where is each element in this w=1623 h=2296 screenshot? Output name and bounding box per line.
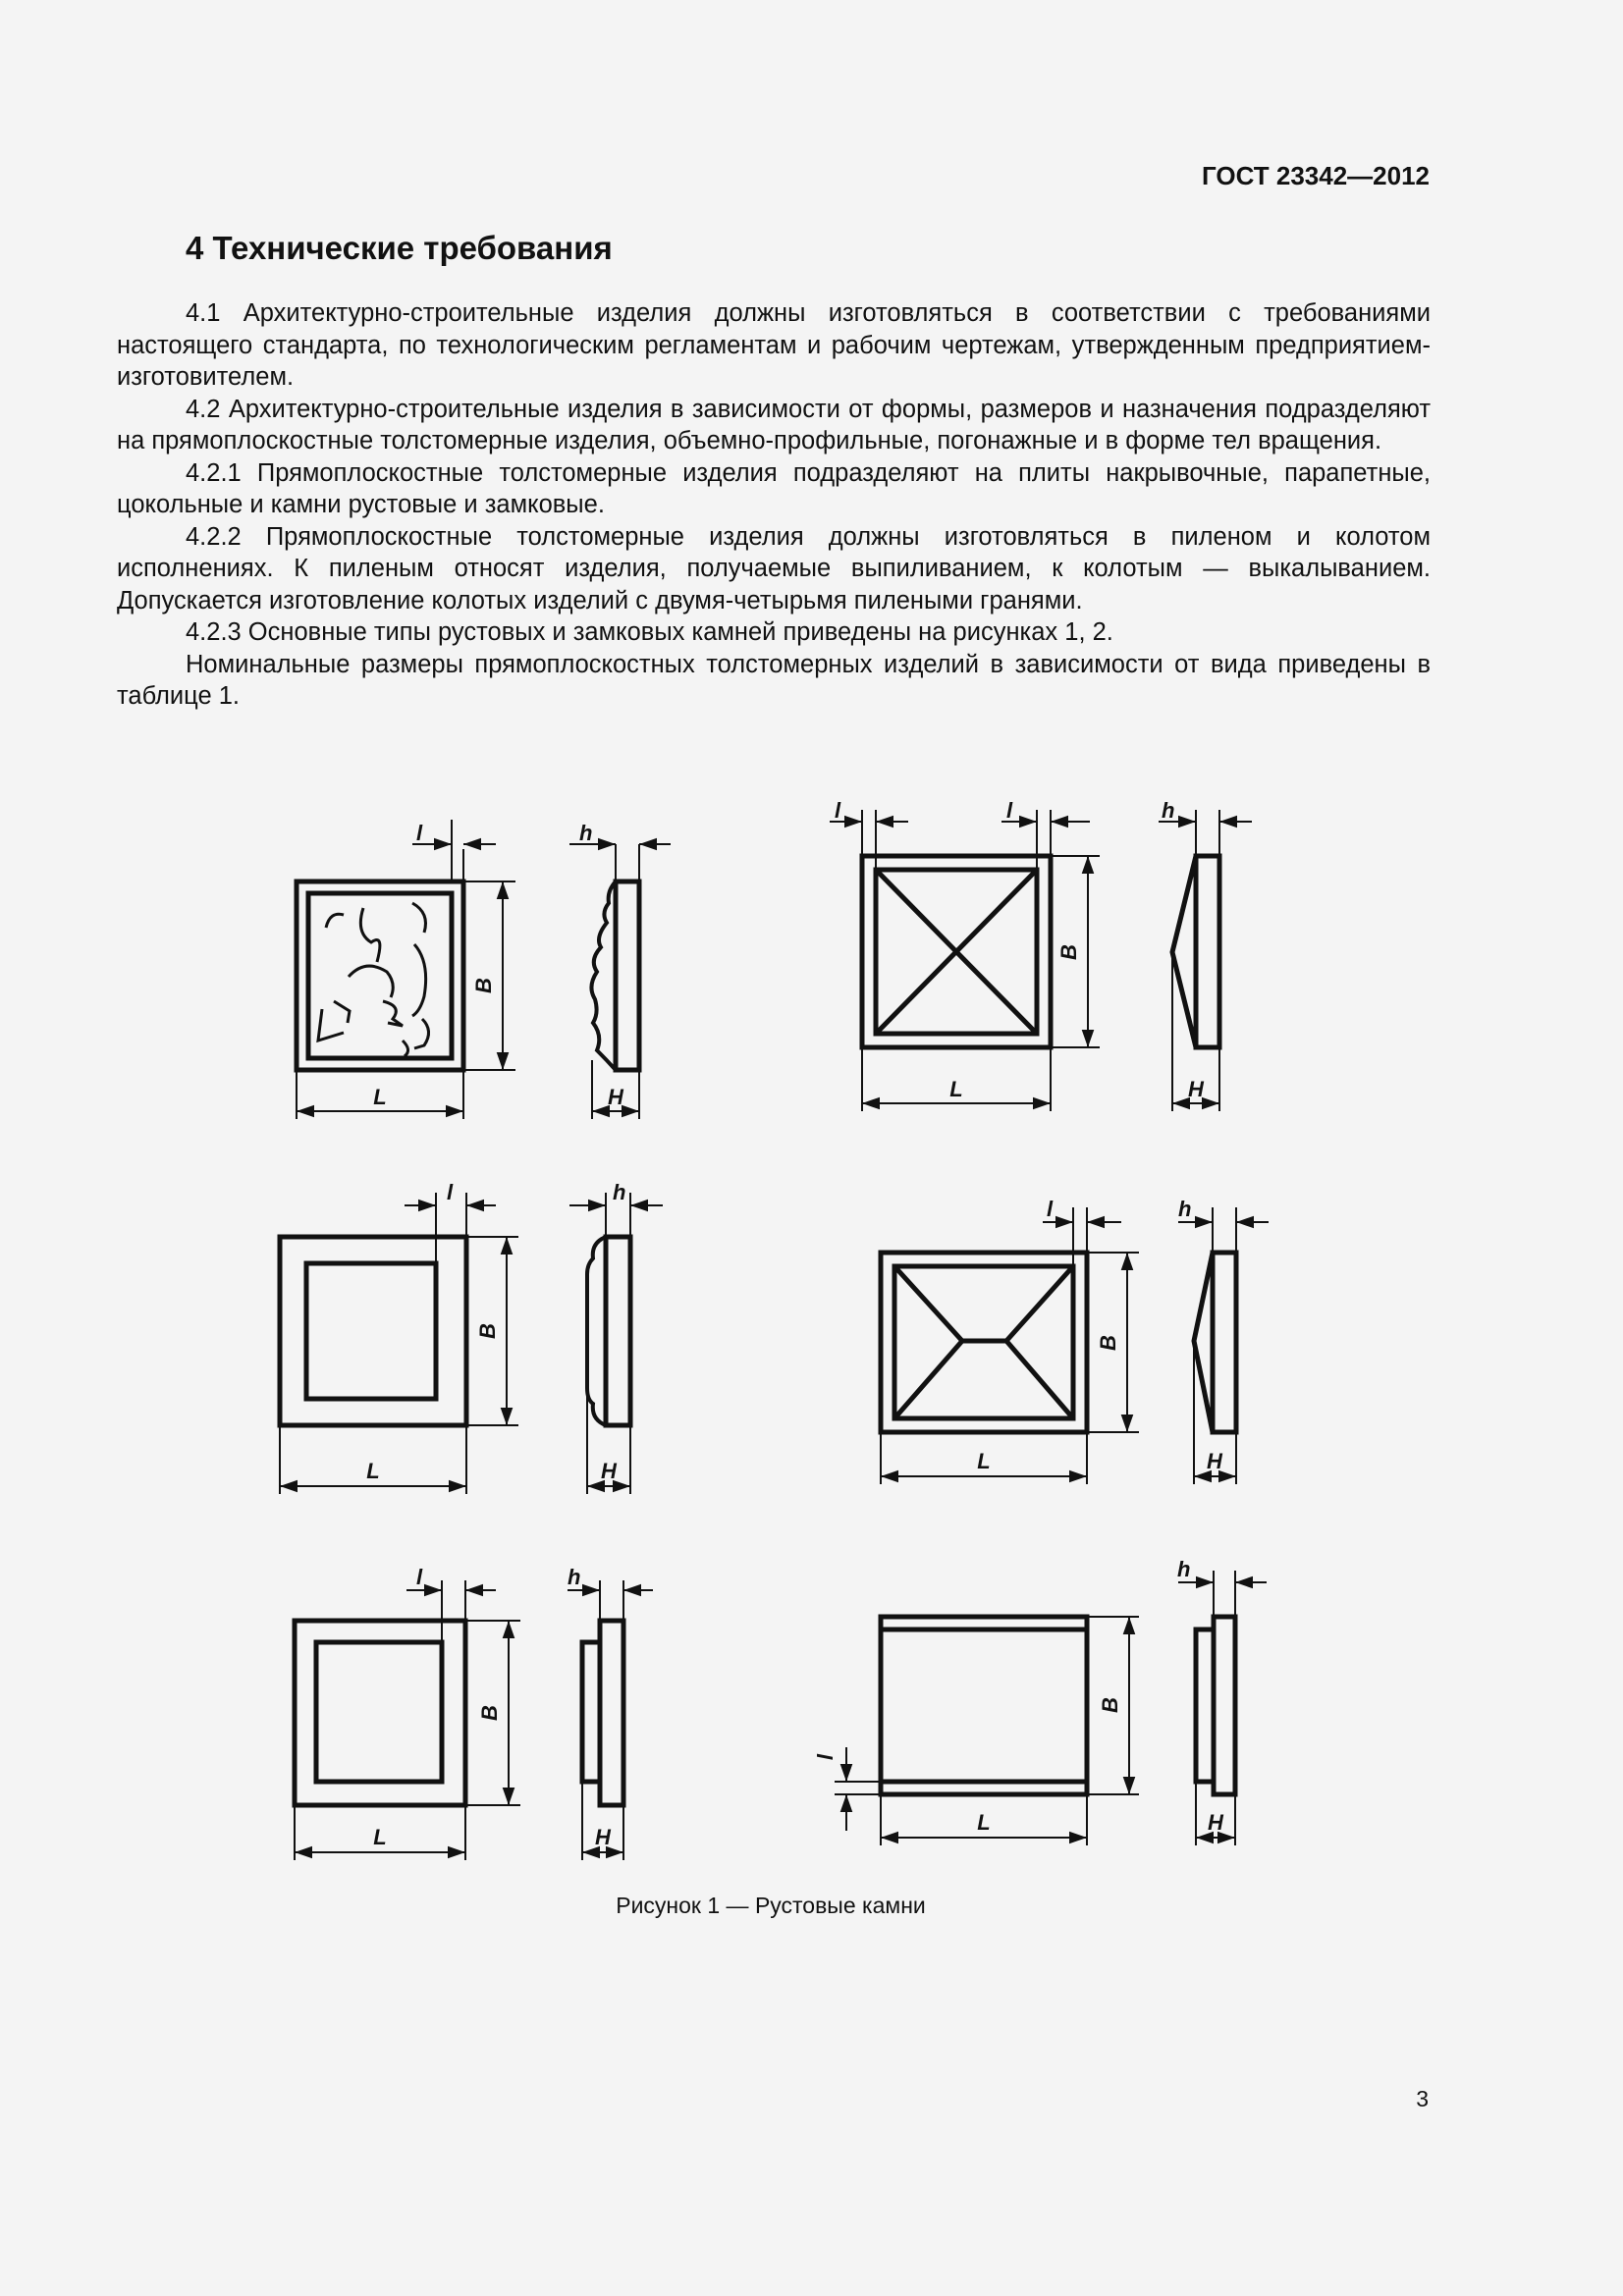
paragraph-4-2-1: 4.2.1 Прямоплоскостные толстомерные изделия подразделяют на плиты накрывочные, парапетные, цокольные и камни рустовые и замковые.: [117, 458, 1431, 518]
stone-2-side-view: [1172, 856, 1219, 1047]
label-h-big-1: H: [608, 1085, 623, 1109]
stone-5-front-view: [295, 1621, 465, 1805]
dimension-labels: [366, 798, 1224, 1849]
label-l-big-3: L: [366, 1459, 380, 1483]
body-text: [117, 297, 1431, 713]
label-h-6: h: [1177, 1557, 1191, 1581]
page-number: 3: [1416, 2086, 1429, 2111]
stone-4-front-view: [881, 1253, 1087, 1432]
label-h-1: h: [579, 821, 593, 845]
paragraph-4-2: 4.2 Архитектурно-строительные изделия в зависимости от формы, размеров и назначения подразделяют на прямоплоскостные толстомерные изделия, объемно-профильные, погонажные и в форме тел вращения.: [117, 395, 1431, 454]
label-l-2a: l: [835, 798, 841, 823]
label-l-big-5: L: [373, 1825, 387, 1849]
stone-1-side-view: [591, 881, 639, 1070]
label-h-big-4: H: [1207, 1449, 1222, 1473]
label-b-1: B: [471, 978, 496, 993]
section-title: 4 Технические требования: [186, 230, 613, 266]
label-h-5: h: [568, 1565, 581, 1589]
stone-2-front-view: [862, 856, 1051, 1047]
label-b-6: B: [1098, 1697, 1122, 1713]
label-h-big-2: H: [1188, 1077, 1204, 1101]
label-l-2b: l: [1006, 798, 1013, 823]
document-code: ГОСТ 23342—2012: [1202, 161, 1430, 190]
label-l-5: l: [416, 1565, 423, 1589]
label-b-2: B: [1056, 944, 1081, 960]
label-h-2: h: [1162, 798, 1175, 823]
label-l-4: l: [1047, 1197, 1054, 1221]
rust-stones-drawing: [0, 766, 1623, 1914]
label-h-3: h: [613, 1180, 626, 1204]
paragraph-4-2-3: 4.2.3 Основные типы рустовых и замковых камней приведены на рисунках 1, 2.: [186, 618, 1113, 646]
label-l-big-2: L: [949, 1077, 963, 1101]
stone-3-front-view: [280, 1237, 466, 1425]
stone-6-dimensions: [835, 1571, 1267, 1845]
stone-6-front-view: [881, 1617, 1087, 1794]
label-l-1: l: [416, 821, 423, 845]
label-l-big-4: L: [977, 1449, 991, 1473]
figure-caption: Рисунок 1 — Рустовые камни: [616, 1893, 926, 1918]
label-h-big-6: H: [1208, 1810, 1223, 1835]
label-h-big-3: H: [601, 1459, 617, 1483]
figure-rust-stones: [0, 766, 1623, 1914]
label-l-6: l: [813, 1753, 838, 1761]
label-h-4: h: [1178, 1197, 1192, 1221]
stone-4-side-view: [1194, 1253, 1236, 1432]
label-b-4: B: [1096, 1335, 1120, 1351]
label-l-big-1: L: [373, 1085, 387, 1109]
label-b-5: B: [477, 1705, 502, 1721]
stone-6-side-view: [1196, 1617, 1235, 1794]
stone-5-side-view: [582, 1621, 623, 1805]
stone-3-side-view: [587, 1237, 630, 1425]
label-b-3: B: [475, 1323, 500, 1339]
paragraph-4-2-2: 4.2.2 Прямоплоскостные толстомерные изделия должны изготовляться в пиленом и колотом исполнениях. К пиленым относят изделия, получаемые выпиливанием, к колотым — выкалыванием. Допускается изготовление колотых изделий с двумя-четырьмя пилеными гранями.: [117, 522, 1431, 614]
label-l-3: l: [447, 1180, 454, 1204]
paragraph-nominal-sizes: Номинальные размеры прямоплоскостных толстомерных изделий в зависимости от вида приведены в таблице 1.: [117, 650, 1431, 710]
label-h-big-5: H: [595, 1825, 611, 1849]
stone-1-front-view: [297, 881, 463, 1070]
label-l-big-6: L: [977, 1810, 991, 1835]
paragraph-4-1: 4.1 Архитектурно-строительные изделия должны изготовляться в соответствии с требованиями настоящего стандарта, по технологическим регламентам и рабочим чертежам, утвержденным предприятием-изготовителем.: [117, 299, 1431, 391]
